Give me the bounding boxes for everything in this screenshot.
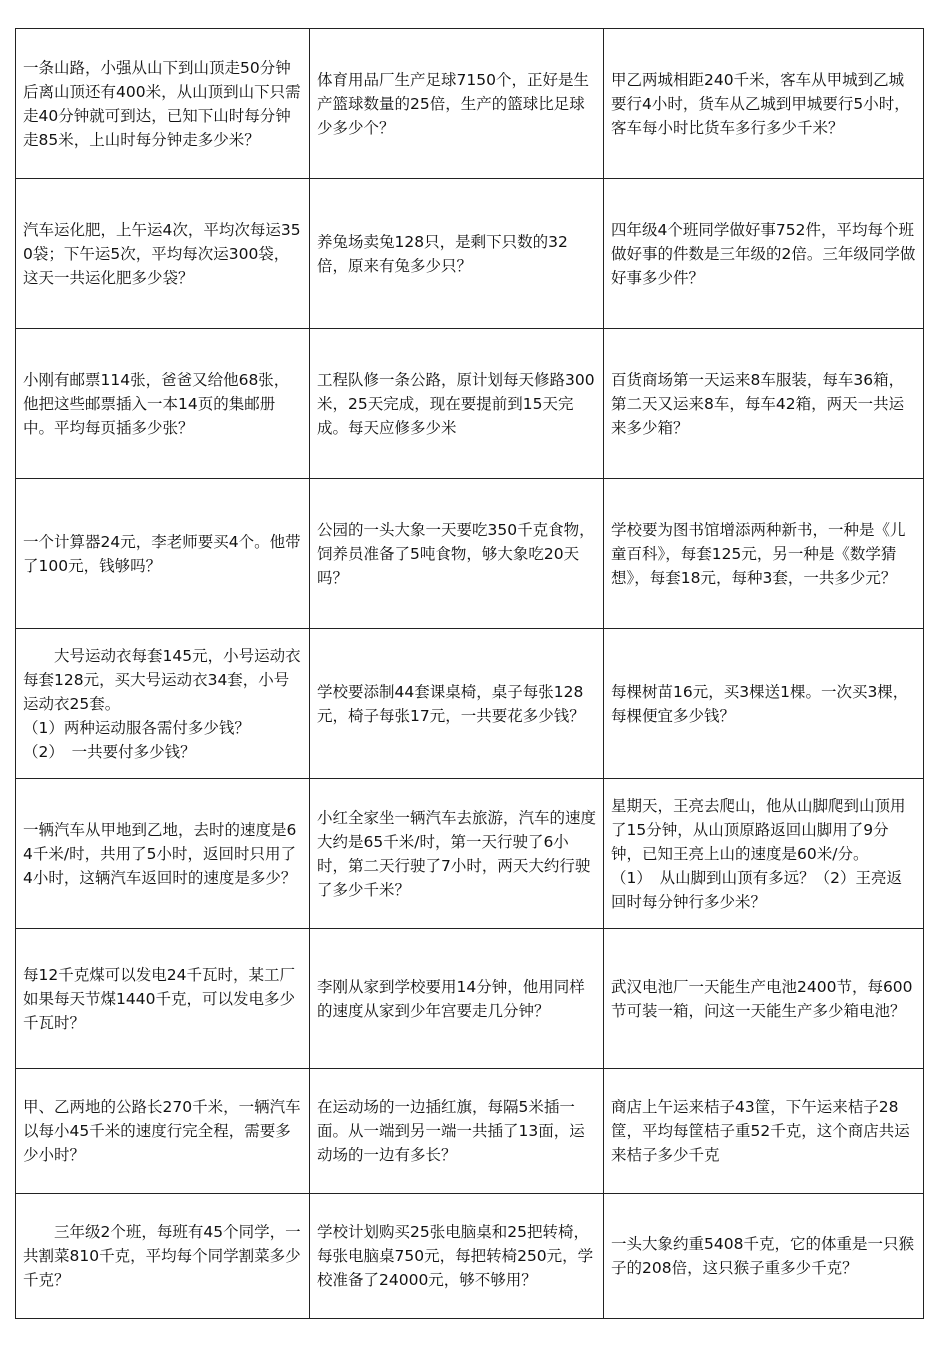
table-row [16, 329, 924, 479]
problem-text: 一辆汽车从甲地到乙地，去时的速度是64千米/时，共用了5小时，返回时只用了4小时，这辆汽车返回时的速度是多少？ [23, 820, 297, 887]
problem-cell [16, 179, 310, 329]
problem-cell [16, 479, 310, 629]
problem-text: （2） 一共要付多少钱？ [23, 742, 196, 761]
problem-cell [310, 1069, 604, 1194]
table-row [16, 929, 924, 1069]
table-row [16, 179, 924, 329]
word-problem-table [15, 28, 924, 1319]
problem-text: 在运动场的一边插红旗，每隔5米插一面。从一端到另一端一共插了13面，运动场的一边有多长？ [317, 1098, 585, 1164]
problem-cell [16, 29, 310, 179]
problem-text: 一个计算器24元，李老师要买4个。他带了100元，钱够吗？ [23, 532, 301, 575]
problem-cell [310, 29, 604, 179]
table-row [16, 479, 924, 629]
problem-cell [310, 1194, 604, 1319]
problem-cell [604, 629, 924, 779]
problem-text: 每12千克煤可以发电24千瓦时，某工厂如果每天节煤1440千克，可以发电多少千瓦时？ [23, 965, 295, 1032]
table-row [16, 1069, 924, 1194]
problem-text: 百货商场第一天运来8车服装，每车36箱，第二天又运来8车，每车42箱，两天一共运来多少箱？ [611, 370, 905, 437]
problem-text: 体育用品厂生产足球7150个，正好是生产篮球数量的25倍，生产的篮球比足球少多少个？ [317, 70, 589, 137]
problem-cell [604, 779, 924, 929]
problem-cell [16, 1194, 310, 1319]
problem-text: 公园的一头大象一天要吃350千克食物，饲养员准备了5吨食物，够大象吃20天吗？ [317, 520, 595, 587]
problem-text: （1）两种运动服各需付多少钱？ [23, 718, 250, 737]
problem-text: 四年级4个班同学做好事752件，平均每个班做好事的件数是三年级的2倍。三年级同学做好事多少件？ [611, 220, 916, 287]
word-problem-table-body [16, 29, 924, 1319]
problem-cell [604, 329, 924, 479]
table-row [16, 779, 924, 929]
problem-text: （1） 从山脚到山顶有多远？（2）王亮返回时每分钟行多少米？ [611, 868, 902, 911]
problem-text: 商店上午运来桔子43筐，下午运来桔子28筐，平均每筐桔子重52千克，这个商店共运来桔子多少千克 [611, 1098, 910, 1164]
problem-cell [604, 479, 924, 629]
problem-cell [16, 329, 310, 479]
problem-text: 学校计划购买25张电脑桌和25把转椅，每张电脑桌750元，每把转椅250元，学校准备了24000元，够不够用？ [317, 1223, 594, 1289]
problem-text: 每棵树苗16元，买3棵送1棵。一次买3棵，每棵便宜多少钱？ [611, 682, 909, 725]
problem-text: 汽车运化肥，上午运4次，平均次每运350袋；下午运5次，平均每次运300袋，这天一共运化肥多少袋？ [23, 220, 301, 287]
problem-text: 武汉电池厂一天能生产电池2400节，每600节可装一箱，问这一天能生产多少箱电池？ [611, 977, 913, 1020]
problem-cell [310, 479, 604, 629]
problem-cell [310, 929, 604, 1069]
problem-cell [16, 1069, 310, 1194]
problem-cell [604, 29, 924, 179]
problem-text: 养兔场卖兔128只，是剩下只数的32倍，原来有兔多少只？ [317, 232, 568, 275]
problem-cell [604, 929, 924, 1069]
problem-cell [310, 629, 604, 779]
problem-cell [604, 1069, 924, 1194]
problem-cell [16, 629, 310, 779]
problem-text: 大号运动衣每套145元，小号运动衣每套128元，买大号运动衣34套，小号运动衣25套。 [23, 646, 301, 713]
problem-text: 小刚有邮票114张，爸爸又给他68张，他把这些邮票插入一本14页的集邮册中。平均每页插多少张？ [23, 370, 290, 437]
problem-cell [604, 1194, 924, 1319]
problem-cell [310, 779, 604, 929]
problem-text: 星期天，王亮去爬山，他从山脚爬到山顶用了15分钟，从山顶原路返回山脚用了9分钟，已知王亮上山的速度是60米/分。 [611, 796, 906, 863]
table-row [16, 1194, 924, 1319]
problem-text: 甲、乙两地的公路长270千米，一辆汽车以每小45千米的速度行完全程，需要多少小时？ [23, 1098, 301, 1164]
problem-text: 学校要为图书馆增添两种新书，一种是《儿童百科》，每套125元，另一种是《数学猜想》，每套18元，每种3套，一共多少元？ [611, 520, 906, 587]
problem-cell [310, 329, 604, 479]
problem-cell [604, 179, 924, 329]
problem-text: 甲乙两城相距240千米，客车从甲城到乙城要行4小时，货车从乙城到甲城要行5小时，客车每小时比货车多行多少千米？ [611, 70, 910, 137]
problem-text: 三年级2个班，每班有45个同学，一共割菜810千克，平均每个同学割菜多少千克？ [23, 1223, 301, 1289]
problem-text: 学校要添制44套课桌椅，桌子每张128元，椅子每张17元，一共要花多少钱？ [317, 682, 585, 725]
problem-text: 工程队修一条公路，原计划每天修路300米，25天完成，现在要提前到15天完成。每天应修多少米 [317, 370, 595, 437]
problem-cell [310, 179, 604, 329]
problem-text: 小红全家坐一辆汽车去旅游，汽车的速度大约是65千米/时，第一天行驶了6小时，第二天行驶了7小时，两天大约行驶了多少千米？ [317, 808, 597, 899]
table-row [16, 629, 924, 779]
table-row [16, 29, 924, 179]
problem-text: 李刚从家到学校要用14分钟，他用同样的速度从家到少年宫要走几分钟？ [317, 977, 585, 1020]
problem-text: 一条山路，小强从山下到山顶走50分钟后离山顶还有400米，从山顶到山下只需走40分钟就可到达，已知下山时每分钟走85米，上山时每分钟走多少米？ [23, 58, 301, 149]
problem-cell [16, 929, 310, 1069]
problem-cell [16, 779, 310, 929]
problem-text: 一头大象约重5408千克，它的体重是一只猴子的208倍，这只猴子重多少千克？ [611, 1235, 914, 1277]
